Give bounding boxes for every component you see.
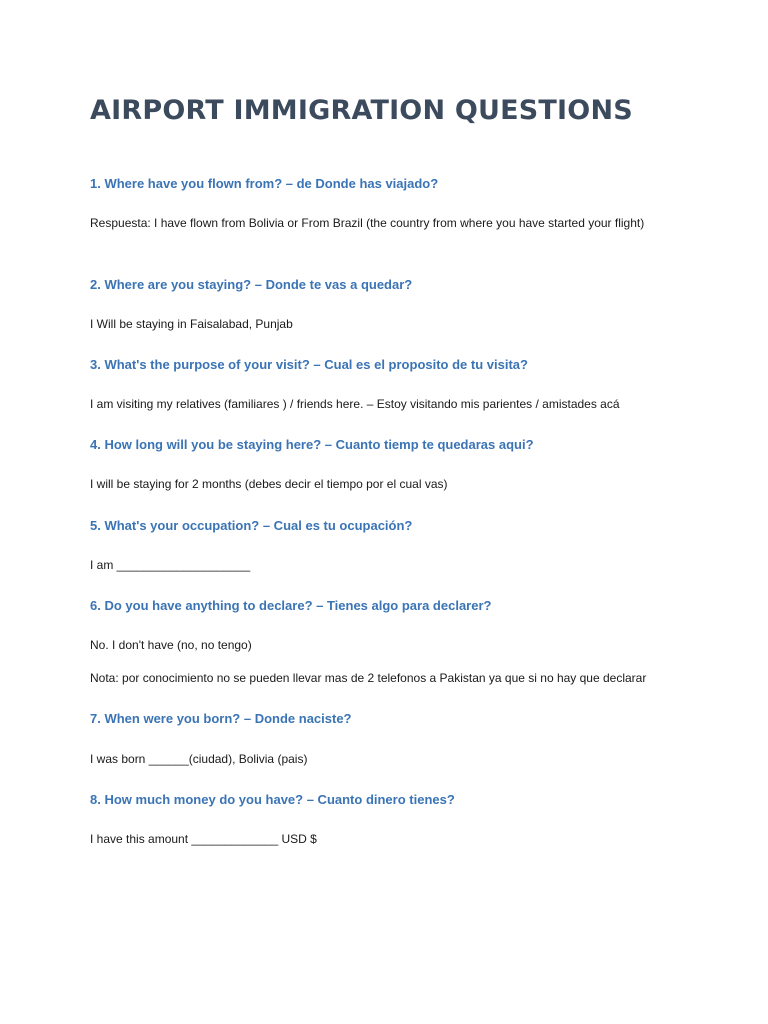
question-number: 4. bbox=[90, 437, 101, 452]
answer-7: I was born ______(ciudad), Bolivia (pais) bbox=[90, 752, 308, 766]
answer-4: I will be staying for 2 months (debes decir el tiempo por el cual vas) bbox=[90, 477, 448, 491]
question-text: What's your occupation? – Cual es tu ocupación? bbox=[104, 518, 413, 533]
answer-8: I have this amount _____________ USD $ bbox=[90, 832, 317, 846]
question-text: How much money do you have? – Cuanto dinero tienes? bbox=[104, 792, 455, 807]
question-text: What's the purpose of your visit? – Cual es el proposito de tu visita? bbox=[104, 357, 528, 372]
question-8-heading bbox=[90, 792, 455, 807]
question-number: 6. bbox=[90, 598, 101, 613]
answer-6-note: Nota: por conocimiento no se pueden llevar mas de 2 telefonos a Pakistan ya que si no hay que declarar bbox=[90, 671, 647, 685]
question-number: 8. bbox=[90, 792, 101, 807]
question-number: 2. bbox=[90, 277, 101, 292]
page-title: AIRPORT IMMIGRATION QUESTIONS bbox=[90, 95, 633, 126]
question-text: When were you born? – Donde naciste? bbox=[104, 711, 352, 726]
question-text: Where have you flown from? – de Donde has viajado? bbox=[104, 176, 439, 191]
question-4-heading bbox=[90, 437, 534, 452]
question-number: 3. bbox=[90, 357, 101, 372]
question-text: Do you have anything to declare? – Tienes algo para declarer? bbox=[104, 598, 492, 613]
question-text: Where are you staying? – Donde te vas a quedar? bbox=[104, 277, 413, 292]
answer-1: Respuesta: I have flown from Bolivia or From Brazil (the country from where you have started your flight) bbox=[90, 216, 645, 230]
answer-5: I am ____________________ bbox=[90, 558, 251, 572]
question-5-heading bbox=[90, 518, 412, 533]
question-text: How long will you be staying here? – Cuanto tiemp te quedaras aqui? bbox=[104, 437, 534, 452]
answer-2: I Will be staying in Faisalabad, Punjab bbox=[90, 317, 293, 331]
question-7-heading bbox=[90, 711, 352, 726]
answer-6: No. I don't have (no, no tengo) bbox=[90, 638, 252, 652]
answer-3: I am visiting my relatives (familiares ) / friends here. – Estoy visitando mis parientes / amistades acá bbox=[90, 397, 620, 411]
question-number: 7. bbox=[90, 711, 101, 726]
question-number: 1. bbox=[90, 176, 101, 191]
question-3-heading bbox=[90, 357, 528, 372]
question-2-heading bbox=[90, 277, 412, 292]
question-6-heading bbox=[90, 598, 491, 613]
question-1-heading bbox=[90, 176, 438, 191]
question-number: 5. bbox=[90, 518, 101, 533]
